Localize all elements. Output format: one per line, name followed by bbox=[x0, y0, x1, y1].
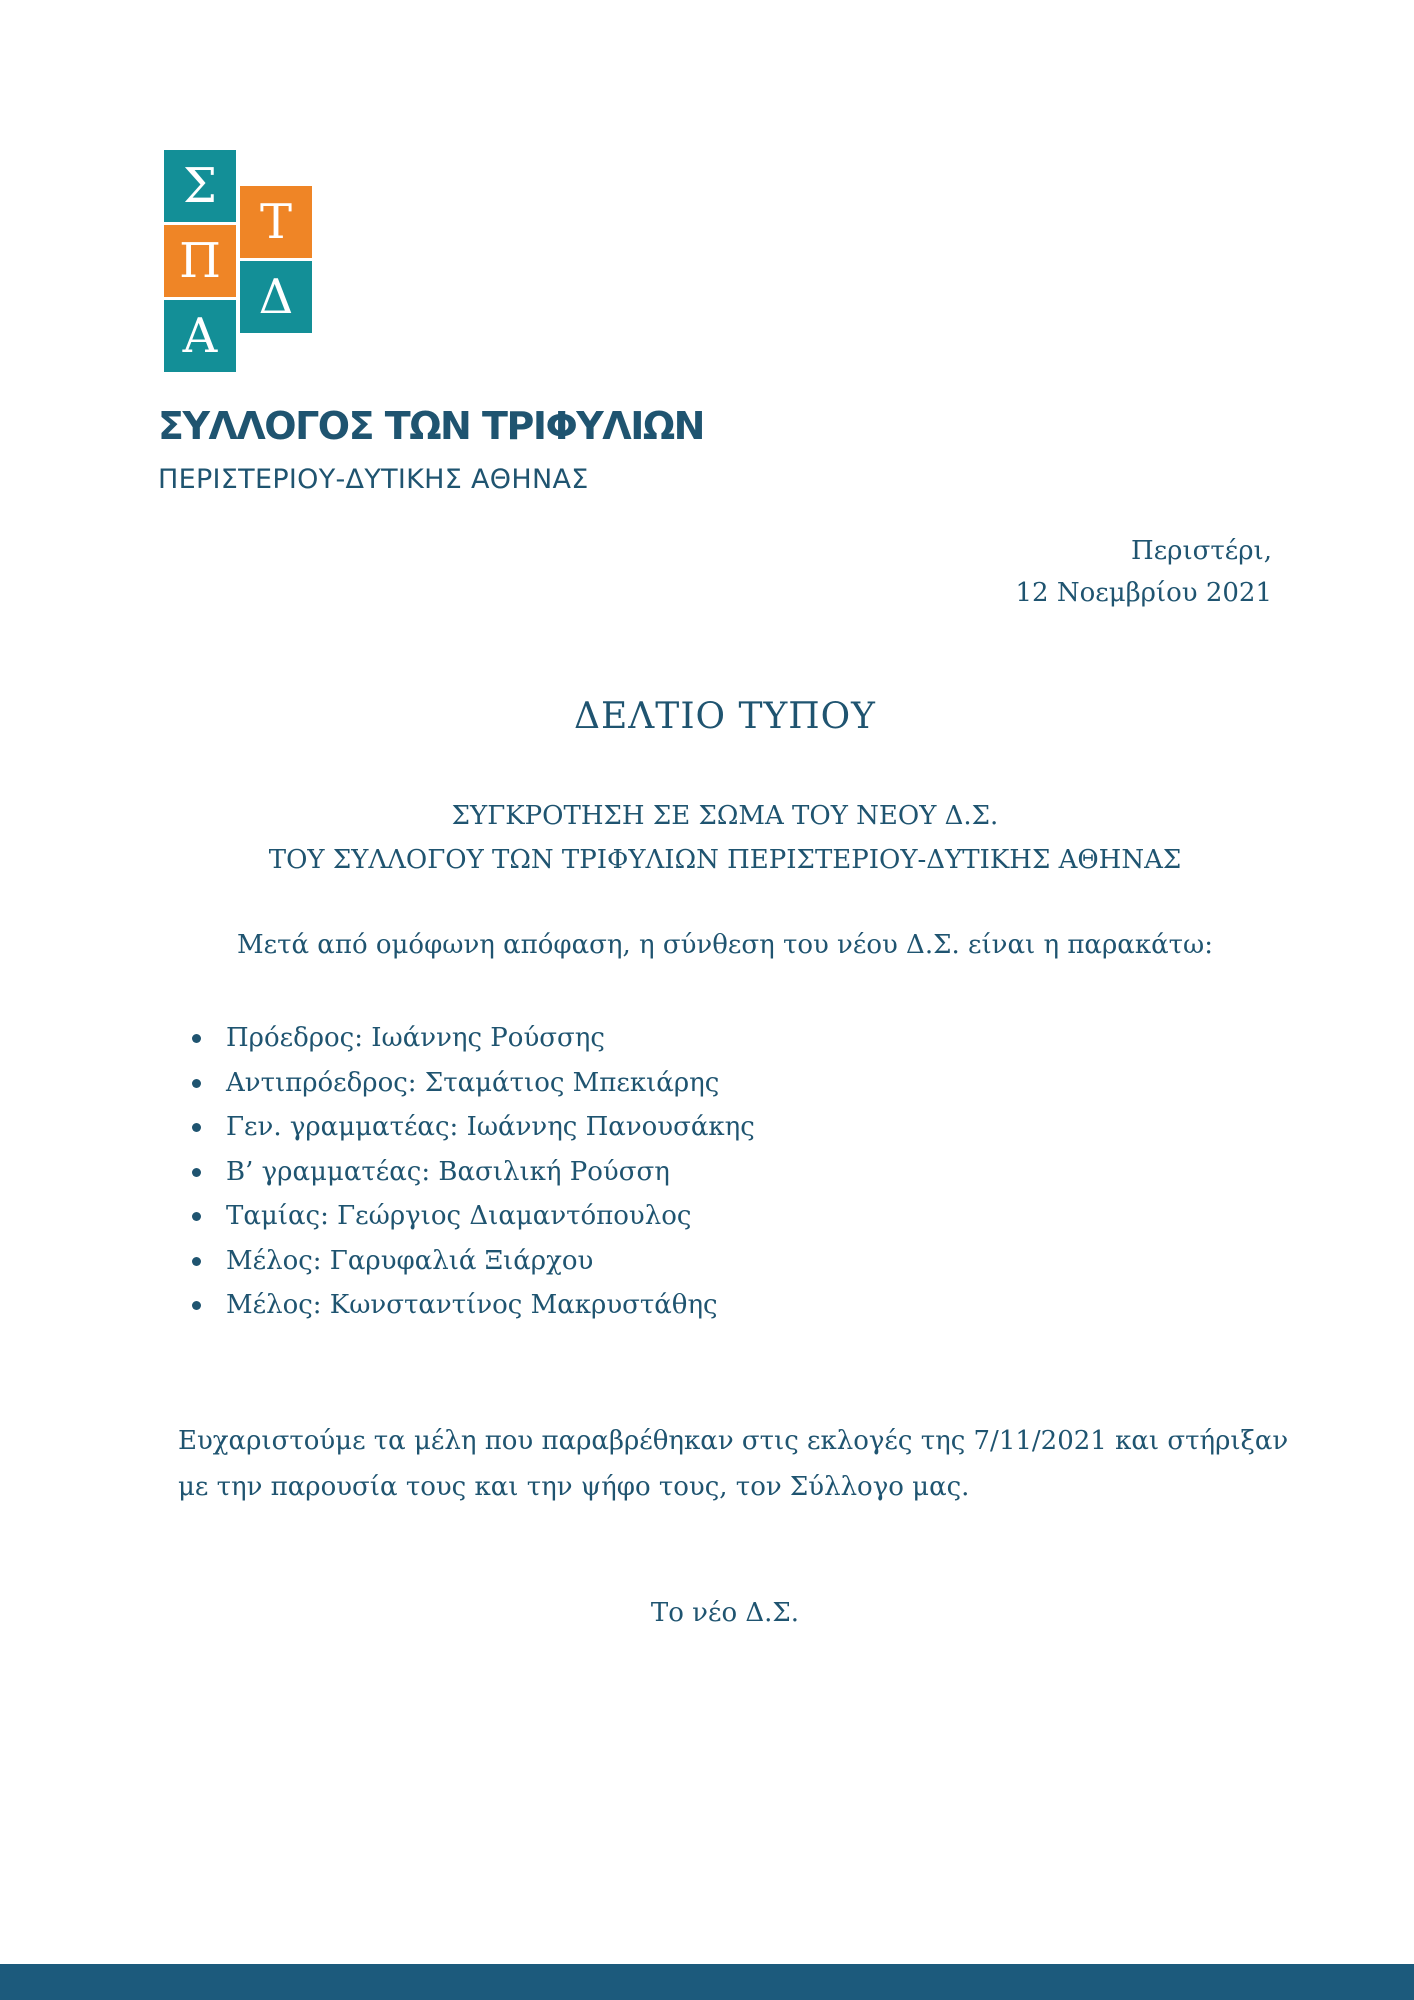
list-item bbox=[190, 1150, 755, 1195]
intro-paragraph: Μετά από ομόφωνη απόφαση, η σύνθεση του νέου Δ.Σ. είναι η παρακάτω: bbox=[237, 930, 1213, 960]
logo-tile-sigma: Σ bbox=[164, 150, 236, 222]
member-entry: Ταμίας: Γεώργιος Διαμαντόπουλος bbox=[226, 1201, 692, 1231]
logo-tile-pi: Π bbox=[164, 225, 236, 297]
document-title: ΔΕΛΤΙΟ ΤΥΠΟΥ bbox=[574, 696, 876, 737]
list-item bbox=[190, 1105, 755, 1150]
list-item bbox=[190, 1239, 755, 1284]
bullet-icon bbox=[192, 1257, 201, 1266]
thanks-line-2: με την παρουσία τους και την ψήφο τους, τον Σύλλογο μας. bbox=[178, 1472, 970, 1502]
bullet-icon bbox=[192, 1079, 201, 1088]
place: Περιστέρι, bbox=[1131, 536, 1272, 566]
member-entry: Πρόεδρος: Ιωάννης Ρούσσης bbox=[226, 1023, 605, 1053]
member-entry: Μέλος: Γαρυφαλιά Ξιάρχου bbox=[226, 1245, 594, 1276]
document-subtitle bbox=[0, 794, 1414, 882]
bullet-icon bbox=[192, 1168, 201, 1177]
logo-tile-tau: Τ bbox=[240, 186, 312, 258]
member-entry: Μέλος: Κωνσταντίνος Μακρυστάθης bbox=[226, 1290, 718, 1320]
list-item bbox=[190, 1283, 755, 1328]
place-date-block bbox=[1015, 530, 1272, 614]
date: 12 Νοεμβρίου 2021 bbox=[1015, 578, 1272, 608]
logo-tile-alpha: Α bbox=[164, 300, 236, 372]
footer-bar bbox=[0, 1964, 1414, 2000]
bullet-icon bbox=[192, 1034, 201, 1043]
list-item bbox=[190, 1194, 755, 1239]
association-subname: ΠΕΡΙΣΤΕΡΙΟΥ-ΔΥΤΙΚΗΣ ΑΘΗΝΑΣ bbox=[158, 464, 589, 495]
bullet-icon bbox=[192, 1301, 201, 1310]
signature: Το νέο Δ.Σ. bbox=[650, 1598, 800, 1628]
thanks-line-1: Ευχαριστούμε τα μέλη που παραβρέθηκαν στις εκλογές της 7/11/2021 και στήριξαν bbox=[178, 1426, 1289, 1456]
thanks-paragraph bbox=[178, 1418, 1288, 1510]
subtitle-line-2: ΤΟΥ ΣΥΛΛΟΓΟΥ ΤΩΝ ΤΡΙΦΥΛΙΩΝ ΠΕΡΙΣΤΕΡΙΟΥ-ΔΥΤΙΚΗΣ ΑΘΗΝΑΣ bbox=[268, 845, 1182, 875]
list-item bbox=[190, 1061, 755, 1106]
logo-tile-delta: Δ bbox=[240, 261, 312, 333]
subtitle-line-1: ΣΥΓΚΡΟΤΗΣΗ ΣΕ ΣΩΜΑ ΤΟΥ ΝΕΟΥ Δ.Σ. bbox=[451, 801, 999, 831]
bullet-icon bbox=[192, 1123, 201, 1132]
member-entry: Αντιπρόεδρος: Σταμάτιος Μπεκιάρης bbox=[226, 1067, 720, 1098]
association-name: ΣΥΛΛΟΓΟΣ ΤΩΝ ΤΡΙΦΥΛΙΩΝ bbox=[158, 404, 704, 448]
bullet-icon bbox=[192, 1212, 201, 1221]
member-entry: Β’ γραμματέας: Βασιλική Ρούσση bbox=[226, 1156, 670, 1187]
member-entry: Γεν. γραμματέας: Ιωάννης Πανουσάκης bbox=[226, 1112, 755, 1142]
list-item bbox=[190, 1016, 755, 1061]
board-members-list bbox=[190, 1016, 755, 1328]
